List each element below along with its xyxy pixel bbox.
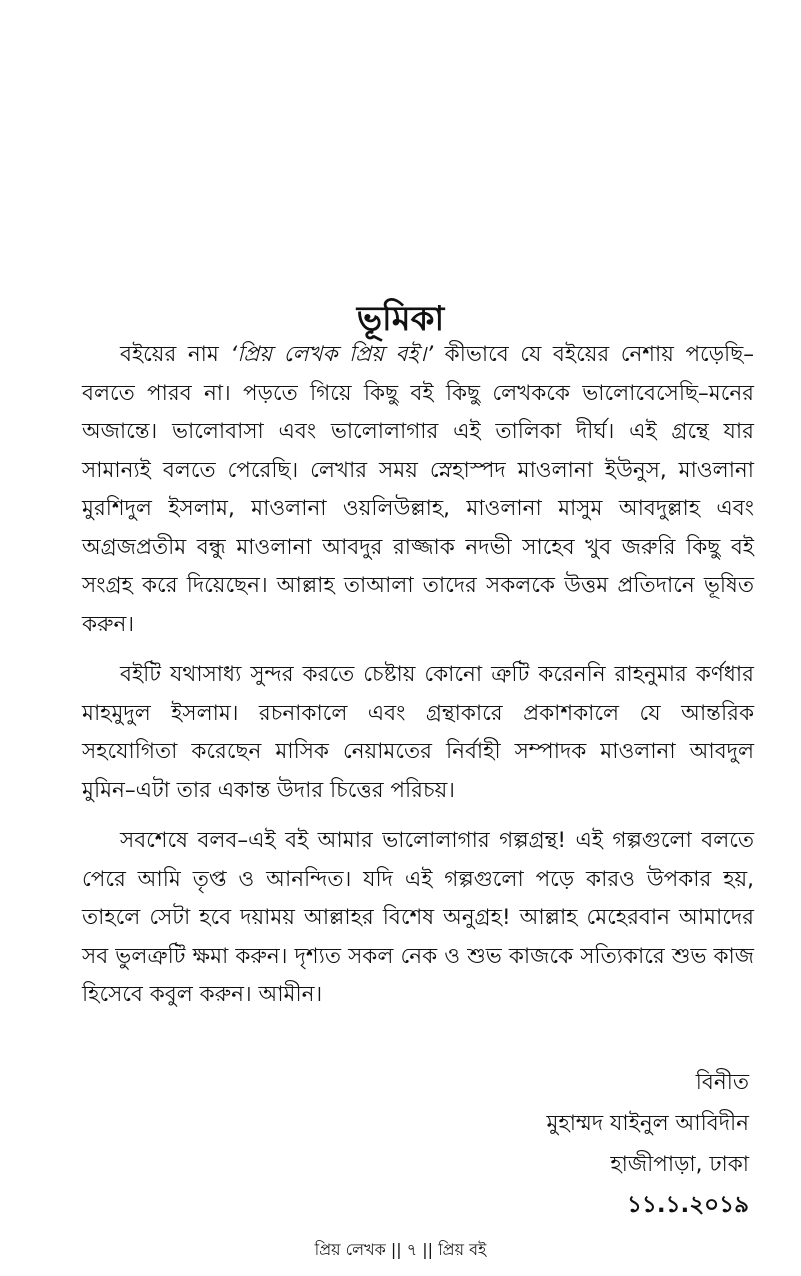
page-footer: প্রিয় লেখক || ৭ || প্রিয় বই: [314, 1240, 487, 1259]
author-place: হাজীপাড়া, ঢাকা: [610, 1152, 749, 1177]
book-title: ‘প্রিয় লেখক প্রিয় বই।’: [230, 342, 434, 367]
paragraph-1-lead: বইয়ের নাম: [120, 342, 231, 367]
paragraph-3: সবশেষে বলব–এই বই আমার ভালোলাগার গল্পগ্রন্থ! এই গল্পগুলো বলতে পেরে আমি তৃপ্ত ও আনন্দিত। যদি এই গল্পগুলো পড়ে কারও উপকার হয়, তাহলে সেটা হবে দয়াময় আল্লাহর বিশেষ অনুগ্রহ! আল্লাহ মেহেরবান আমাদের সব ভুলত্রুটি ক্ষমা করুন। দৃশ্যত সকল নেক ও শুভ কাজকে সত্যিকারে শুভ কাজ হিসেবে কবুল করুন। আমীন।: [82, 828, 754, 1007]
paragraph-1-rest: কীভাবে যে বইয়ের নেশায় পড়েছি–বলতে পারব না। পড়তে গিয়ে কিছু বই কিছু লেখককে ভালোবেসেছি–মনের অজান্তে। ভালোবাসা এবং ভালোলাগার এই তালিকা দীর্ঘ। এই গ্রন্থে যার সামান্যই বলতে পেরেছি। লেখার সময় স্নেহাস্পদ মাওলানা ইউনুস, মাওলানা মুরশিদুল ইসলাম, মাওলানা ওয়লিউল্লাহ, মাওলানা মাসুম আবদুল্লাহ এবং অগ্রজপ্রতীম বন্ধু মাওলানা আবদুর রাজ্জাক নদভী সাহেব খুব জরুরি কিছু বই সংগ্রহ করে দিয়েছেন। আল্লাহ তাআলা তাদের সকলকে উত্তম প্রতিদানে ভূষিত করুন।: [82, 342, 754, 637]
signature-block: [546, 1062, 749, 1226]
author-name: মুহাম্মদ যাইনুল আবিদীন: [546, 1111, 749, 1136]
page-title: ভূমিকা: [356, 298, 445, 339]
preface-body: [82, 336, 754, 1027]
paragraph-1: [82, 336, 754, 644]
paragraph-2: বইটি যথাসাধ্য সুন্দর করতে চেষ্টায় কোনো ত্রুটি করেননি রাহনুমার কর্ণধার মাহমুদুল ইসলাম। রচনাকালে এবং গ্রন্থাকারে প্রকাশকালে যে আন্তরিক সহযোগিতা করেছেন মাসিক নেয়ামতের নির্বাহী সম্পাদক মাওলানা আবদুল মুমিন–এটা তার একান্ত উদার চিত্তের পরিচয়।: [82, 662, 754, 803]
signature-salutation: বিনীত: [695, 1070, 749, 1095]
signature-date: ১১.১.২০১৯: [626, 1192, 749, 1218]
